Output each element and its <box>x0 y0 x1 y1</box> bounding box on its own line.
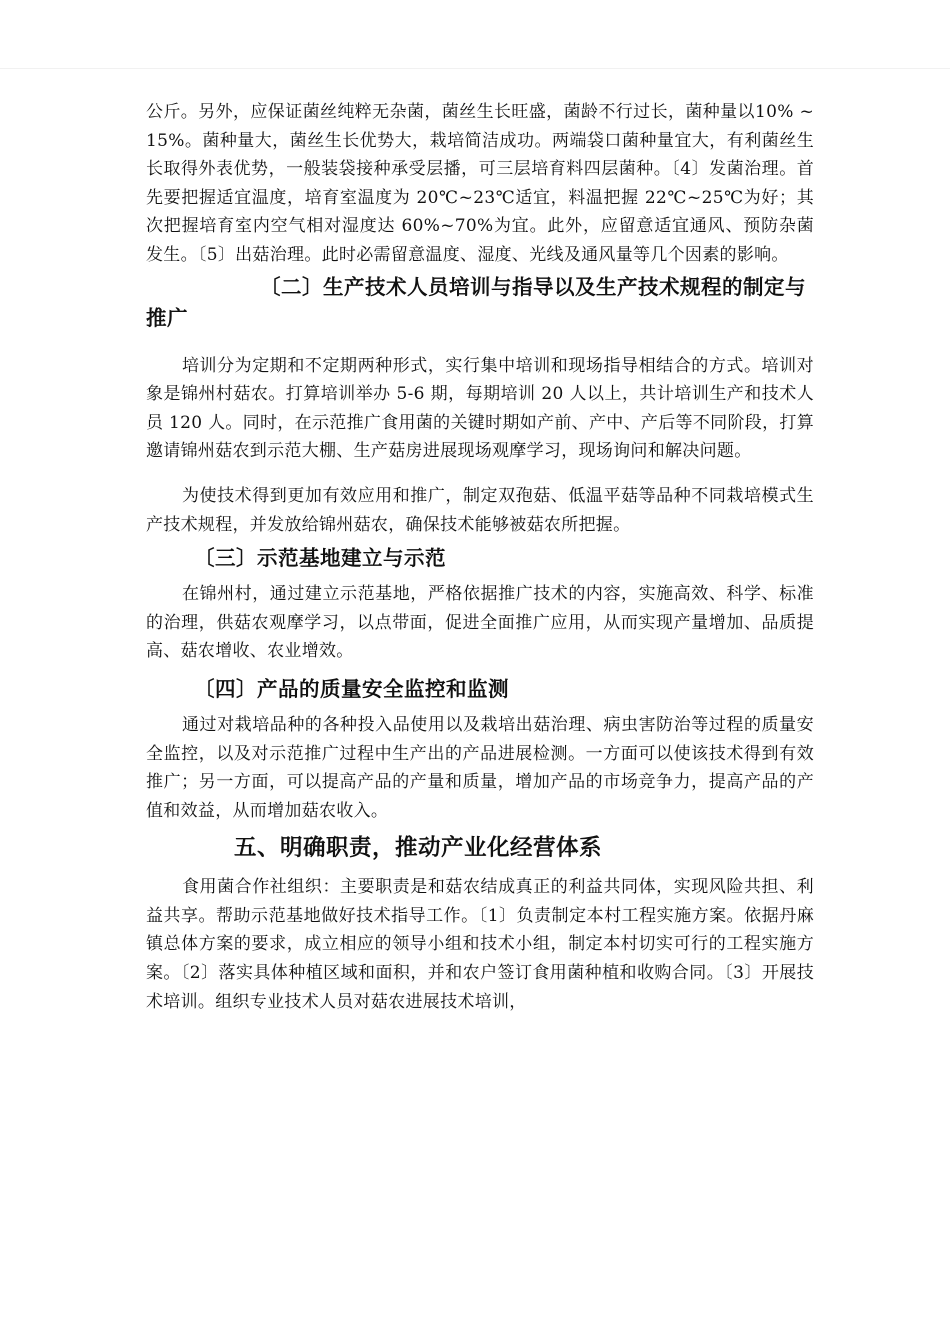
section-heading-3: 〔三〕示范基地建立与示范 <box>194 546 446 571</box>
paragraph-cooperative: 食用菌合作社组织：主要职责是和菇农结成真正的利益共同体，实现风险共担、利益共享。帮助示范基地做好技术指导工作。〔1〕负责制定本村工程实施方案。依据丹麻镇总体方案的要求，成立相应的领导小组和技术小组，制定本村切实可行的工程实施方案。〔2〕落实具体种植区域和面积，并和农户签订食用菌种植和收购合同。〔3〕开展技术培训。组织专业技术人员对菇农进展技术培训， <box>146 877 814 1012</box>
document-body <box>146 98 814 1016</box>
section-heading-2: 〔二〕生产技术人员培训与指导以及生产技术规程的制定与推广 <box>146 274 806 330</box>
page-top-rule <box>0 68 950 69</box>
paragraph-training: 培训分为定期和不定期两种形式，实行集中培训和现场指导相结合的方式。培训对象是锦州村菇农。打算培训举办 5-6 期，每期培训 20 人以上，共计培训生产和技术人员 120 人。同时，在示范推广食用菌的关键时期如产前、产中、产后等不同阶段，打算邀请锦州菇农到示范大棚、生产菇房进展现场观摩学习，现场询问和解决问题。 <box>146 355 814 462</box>
section-heading-4: 〔四〕产品的质量安全监控和监测 <box>194 676 509 701</box>
paragraph-continued: 公斤。另外，应保证菌丝纯粹无杂菌，菌丝生长旺盛，菌龄不行过长，菌种量以10% ~15%。菌种量大，菌丝生长优势大，栽培简洁成功。两端袋口菌种量宜大，有利菌丝生长取得外表优势，一般装袋接种承受层播，可三层培育料四层菌种。〔4〕发菌治理。首先要把握适宜温度，培育室温度为 20℃~23℃适宜，料温把握 22℃~25℃为好；其次把握培育室内空气相对湿度达 60%~70%为宜。此外，应留意适宜通风、预防杂菌发生。〔5〕出菇治理。此时必需留意温度、湿度、光线及通风量等几个因素的影响。 <box>146 102 814 265</box>
paragraph-regulations: 为使技术得到更加有效应用和推广，制定双孢菇、低温平菇等品种不同栽培模式生产技术规程，并发放给锦州菇农，确保技术能够被菇农所把握。 <box>146 485 814 535</box>
paragraph-demo-base: 在锦州村，通过建立示范基地，严格依据推广技术的内容，实施高效、科学、标准的治理，供菇农观摩学习，以点带面，促进全面推广应用，从而实现产量增加、品质提高、菇农增收、农业增效。 <box>146 584 814 662</box>
chapter-heading-5: 五、明确职责，推动产业化经营体系 <box>234 835 603 862</box>
paragraph-quality-monitoring: 通过对栽培品种的各种投入品使用以及栽培出菇治理、病虫害防治等过程的质量安全监控，以及对示范推广过程中生产出的产品进展检测。一方面可以使该技术得到有效推广；另一方面，可以提高产品的产量和质量，增加产品的市场竞争力，提高产品的产值和效益，从而增加菇农收入。 <box>146 714 814 821</box>
